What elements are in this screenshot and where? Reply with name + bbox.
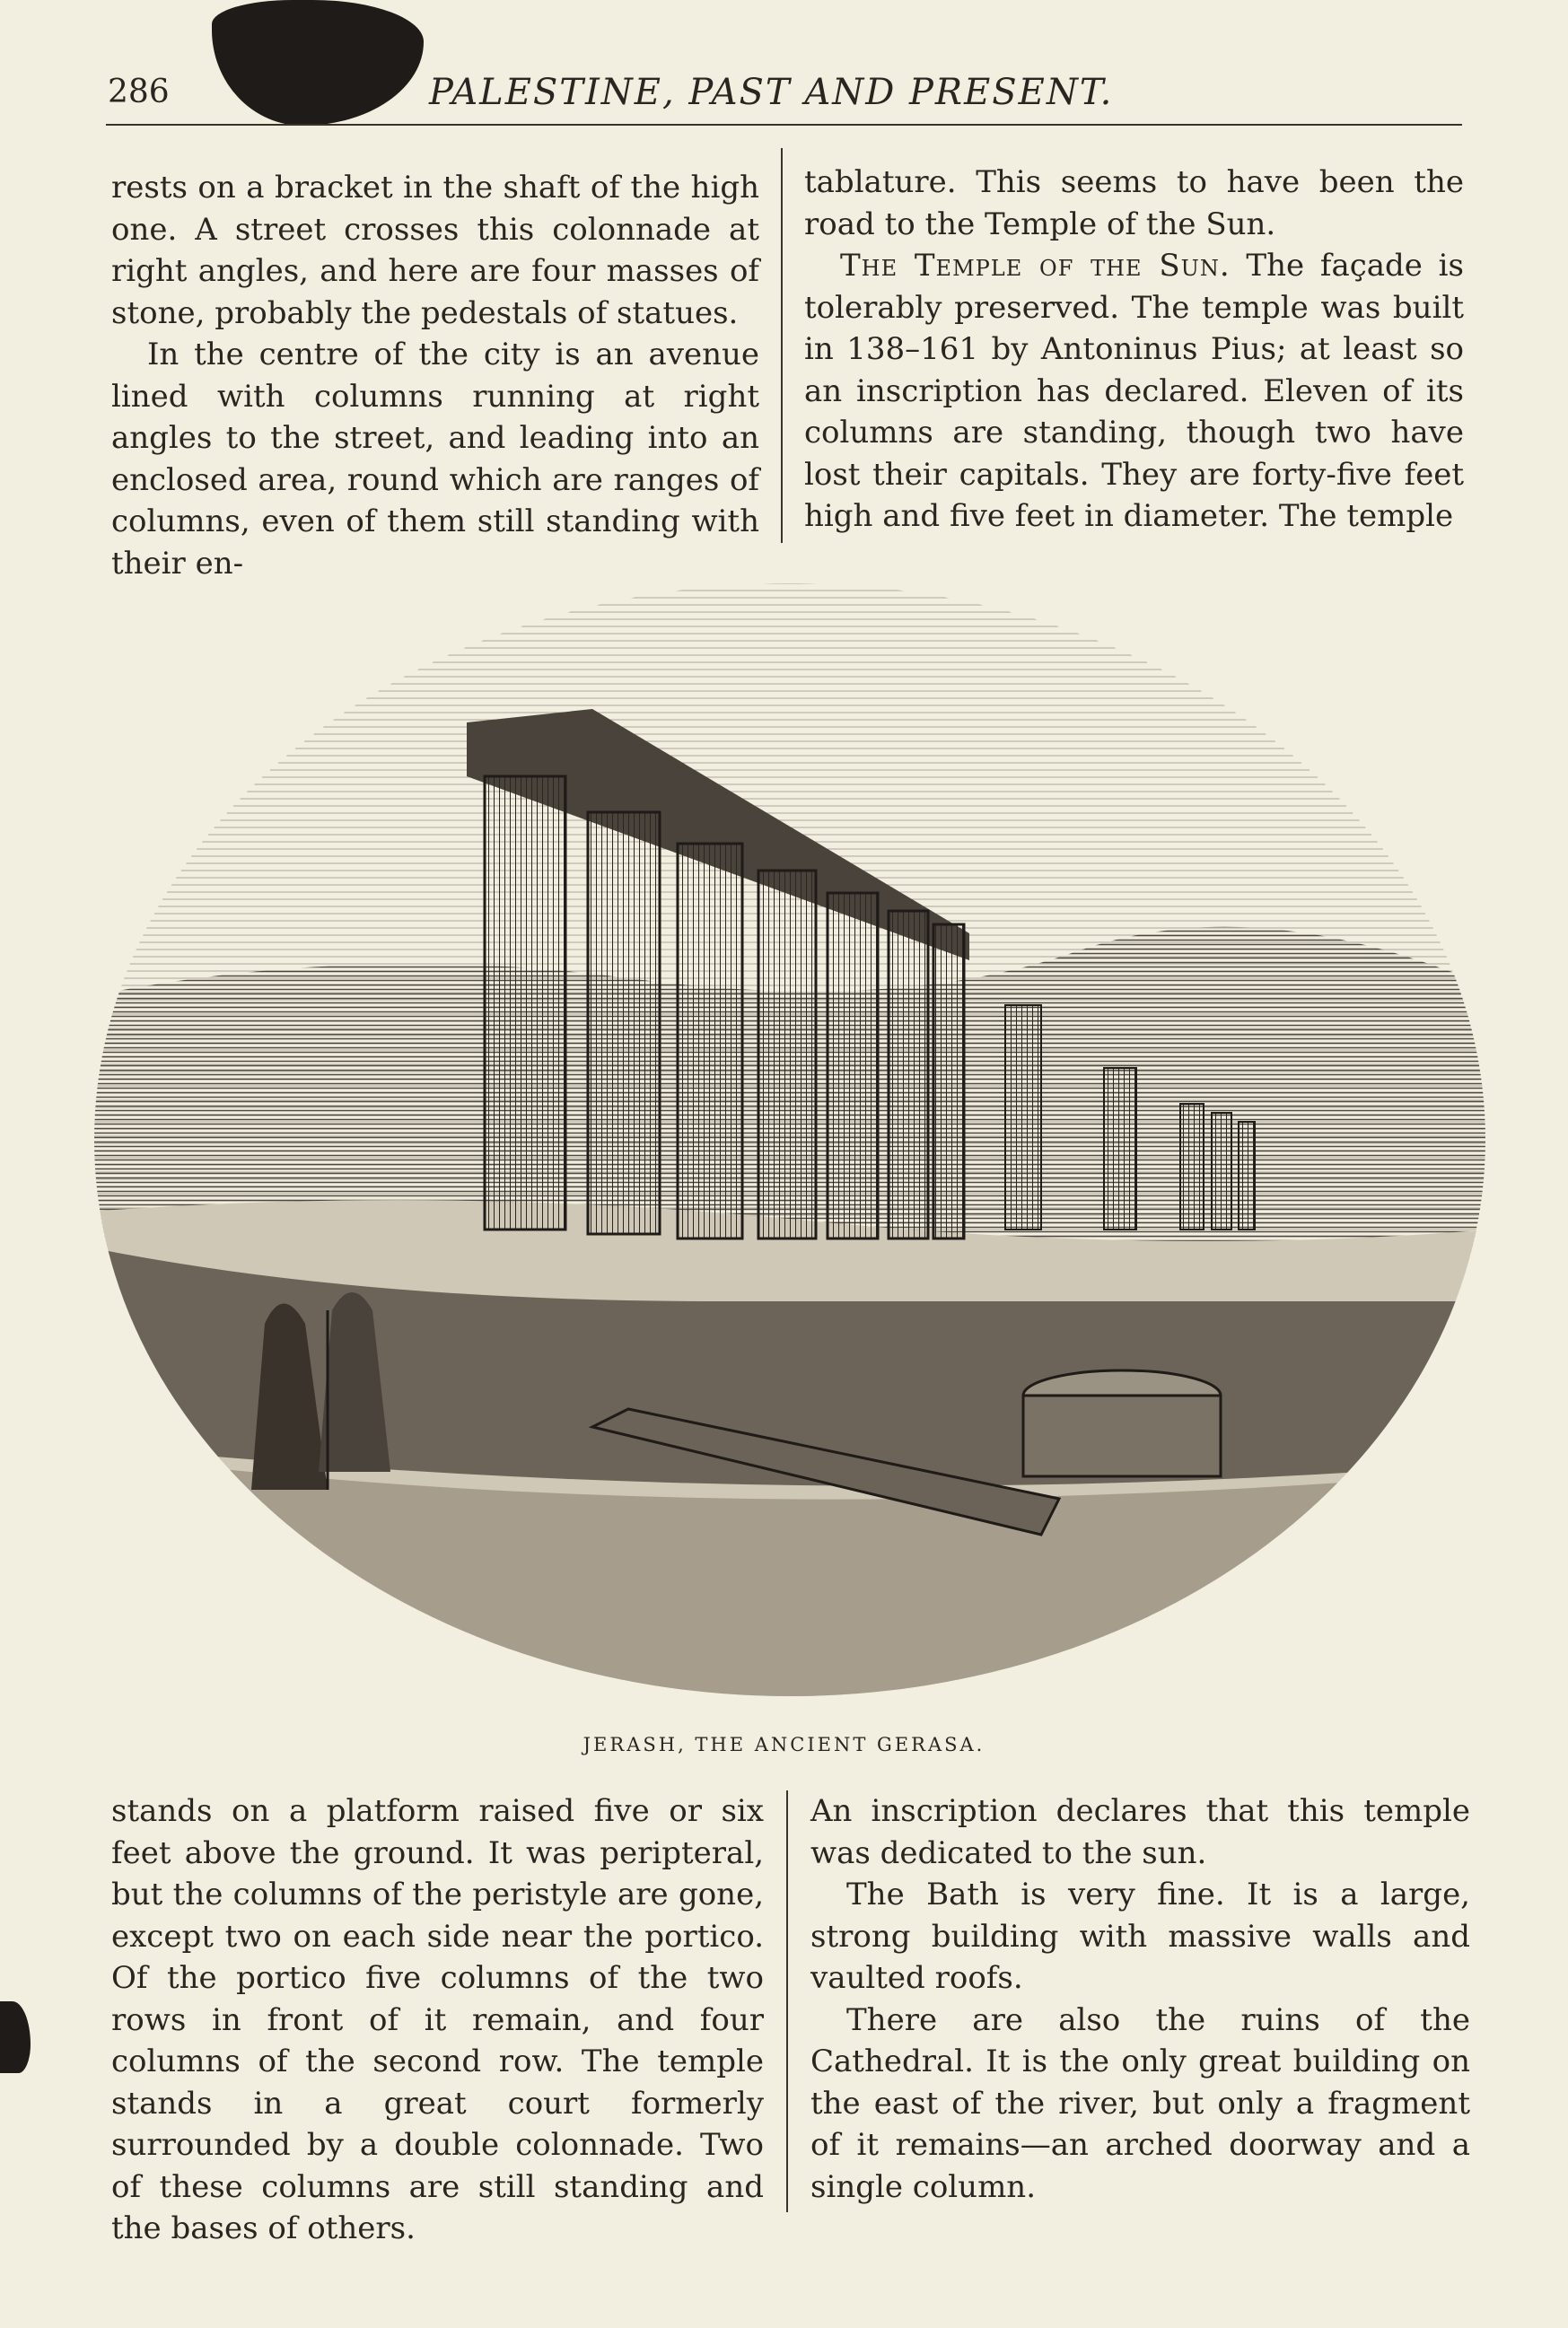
paragraph: rests on a bracket in the shaft of the high one. A street crosses this colonnade at right angles, and here are four masses of stone, probably the pedestals of statues.	[111, 170, 759, 331]
paragraph	[804, 245, 1464, 538]
text-column-top-right	[804, 162, 1464, 538]
paragraph: The Bath is very fine. It is a large, strong building with massive walls and vaulted roofs.	[810, 1877, 1470, 1996]
column	[828, 893, 878, 1238]
column-drum	[1023, 1396, 1221, 1476]
paragraph: An inscription declares that this temple was dedicated to the sun.	[810, 1793, 1470, 1871]
column	[758, 871, 816, 1238]
engraving-illustration	[90, 565, 1490, 1723]
column-divider-top	[781, 148, 783, 543]
column	[889, 911, 928, 1238]
column	[588, 812, 660, 1234]
page-number: 286	[108, 74, 170, 110]
column-divider-bottom	[786, 1790, 788, 2212]
page-header	[106, 70, 1462, 126]
edge-stain	[0, 2001, 31, 2073]
figure-caption: JERASH, THE ANCIENT GERASA.	[583, 1734, 985, 1755]
paragraph: There are also the ruins of the Cathedral. It is the only great building on the east of the river, but only a fragment of it remains—an arched doorway and a single column.	[810, 2001, 1470, 2205]
column	[1180, 1104, 1204, 1230]
column	[933, 924, 964, 1238]
text-column-bottom-right	[810, 1790, 1470, 2208]
paragraph: stands on a platform raised five or six feet above the ground. It was peripteral, but the columns of the peristyle are gone, except two on each side near the portico. Of the portico five columns of the two rows in front of it remain, and four columns of the second row. The temple stands in a great court formerly surrounded by a double colonnade. Two of these columns are still standing and the bases of others.	[111, 1793, 764, 2246]
running-title: PALESTINE, PAST AND PRESENT.	[429, 72, 1114, 113]
section-heading: The Temple of the Sun.	[840, 248, 1231, 284]
paragraph: tablature. This seems to have been the road to the Temple of the Sun.	[804, 164, 1464, 242]
column	[485, 776, 565, 1230]
column	[1104, 1068, 1136, 1230]
paragraph: In the centre of the city is an avenue lined with columns running at right angles to the street, and leading into an enclosed area, round which are ranges of columns, even of them still standing with their en-	[111, 337, 759, 582]
column	[1239, 1122, 1255, 1230]
column	[1005, 1005, 1041, 1230]
paragraph-body: The façade is tolerably preserved. The temple was built in 138–161 by Antoninus Pius; at least so an inscription has declared. Eleven of its columns are standing, though two have lost their capitals. They are forty-five feet high and five feet in diameter. The temple	[804, 248, 1464, 534]
text-column-top-left	[111, 167, 759, 584]
column	[1212, 1113, 1231, 1230]
column	[678, 844, 742, 1238]
engraving-scene	[90, 565, 1490, 1723]
text-column-bottom-left	[111, 1790, 764, 2250]
